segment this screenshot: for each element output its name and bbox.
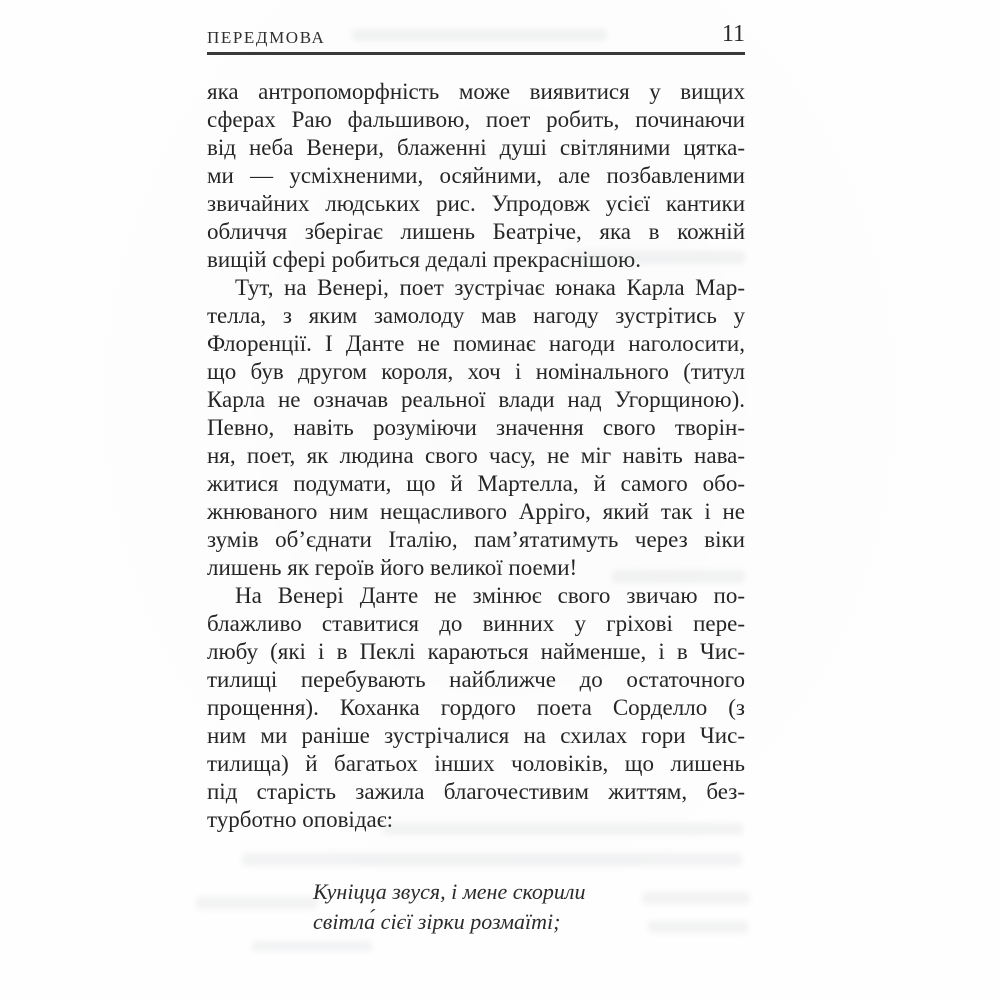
text-line: ня, поет, як людина свого часу, не міг навіть нава- [207,443,745,468]
bleed-through-artifact [352,29,607,41]
text-line: любу (які і в Пеклі караються найменше, і в Чис- [207,639,745,664]
text-line: прощення). Коханка гордого поета Сорделло (з [207,695,745,720]
text-line: телла, з яким замолоду мав нагоду зустрітись у [207,303,745,328]
text-line: На Венері Данте не змінює свого звичаю по- [235,583,745,608]
text-line: вищій сфері робиться дедалі прекраснішою. [207,247,641,272]
text-line: блажливо ставитися до винних у гріхові пере- [207,611,745,636]
running-head-title: ПЕРЕДМОВА [207,28,326,47]
text-line: сферах Раю фальшивою, поет робить, починаючи [207,107,745,132]
text-line: тилищі перебувають найближче до остаточного [207,667,745,692]
text-line: що був другом короля, хоч і номінального (титул [207,359,745,384]
text-line: ми — усміхненими, осяйними, але позбавленими [207,163,745,188]
verse-line: Куніцца звуся, і мене скорили [313,879,586,904]
page-number: 11 [721,21,745,47]
paragraph [207,582,745,834]
text-line: турботно оповідає: [207,807,393,832]
page-body [207,78,745,937]
verse-line: світла́ сієї зірки розмаїті; [313,909,561,934]
text-line: звичайних людських рис. Упродовж усієї кантики [207,191,745,216]
text-line: від неба Венери, блаженні душі світляними цятка- [207,135,745,160]
verse-quote [313,877,745,937]
text-line: Флоренції. І Данте не поминає нагоди наголосити, [207,331,745,356]
text-line: Певно, навіть розуміючи значення свого творін- [207,415,745,440]
text-line: лишень як героїв його великої поеми! [207,555,578,580]
paragraph [207,274,745,582]
text-line: тилища) й багатьох інших чоловіків, що лишень [207,751,745,776]
bleed-through-artifact [252,941,372,951]
text-line: житися подумати, що й Мартелла, й самого обо- [207,471,745,496]
text-line: Тут, на Венері, поет зустрічає юнака Карла Мар- [235,275,745,300]
text-line: під старість зажила благочестивим життям, без- [207,779,745,804]
paragraph [207,78,745,274]
header-rule [207,52,745,55]
text-line: обличчя зберігає лишень Беатріче, яка в кожній [207,219,745,244]
text-line: яка антропоморфність може виявитися у вищих [207,79,745,104]
text-line: жнюваного ним нещасливого Арріго, який так і не [207,499,745,524]
text-line: ним ми раніше зустрічалися на схилах гори Чис- [207,723,745,748]
text-line: зумів об’єднати Італію, пам’ятатимуть через віки [207,527,745,552]
text-line: Карла не означав реальної влади над Угорщиною). [207,387,745,412]
